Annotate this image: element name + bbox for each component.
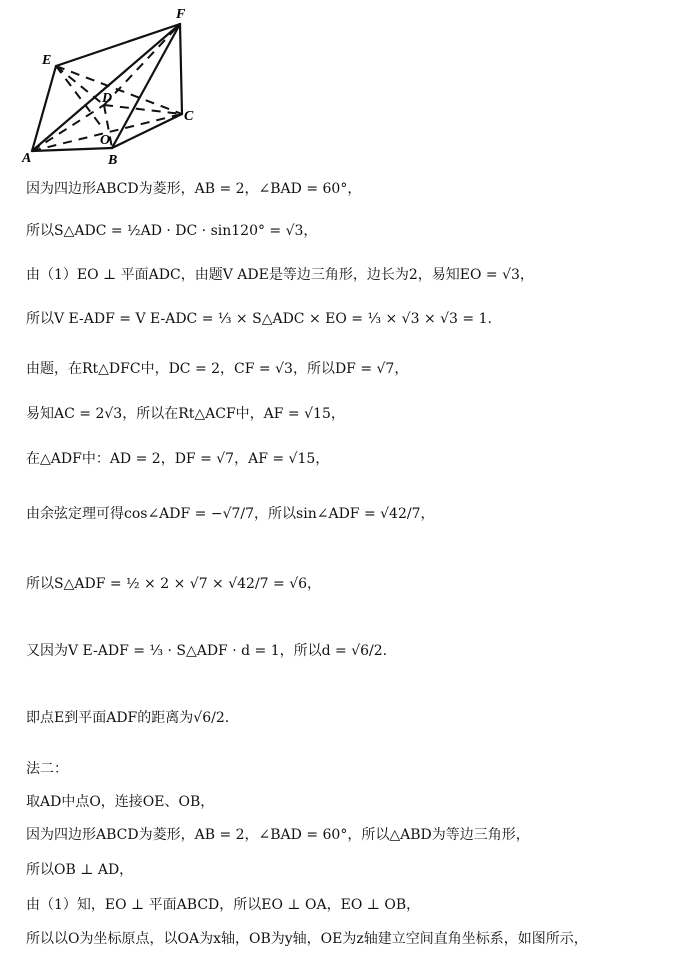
label-F: F bbox=[176, 7, 186, 22]
text-line: 所以S△ADF = ½ × 2 × √7 × √42/7 = √6， bbox=[26, 576, 322, 592]
text-line: 易知AC = 2√3，所以在Rt△ACF中，AF = √15， bbox=[26, 406, 345, 422]
edge-AF bbox=[32, 24, 180, 151]
edge-FC bbox=[180, 24, 182, 114]
text-line: 取AD中点O，连接OE、OB， bbox=[26, 794, 215, 810]
text-line: 所以S△ADC = ½AD · DC · sin120° = √3， bbox=[26, 223, 318, 239]
edge-AB bbox=[32, 148, 112, 151]
text-line: 又因为V E-ADF = ⅓ · S△ADF · d = 1，所以d = √6/2. bbox=[26, 643, 388, 659]
label-B: B bbox=[108, 153, 118, 168]
label-D: D bbox=[102, 91, 113, 106]
label-A: A bbox=[22, 151, 32, 166]
text-line: 由题，在Rt△DFC中，DC = 2，CF = √3，所以DF = √7， bbox=[26, 361, 409, 377]
label-E: E bbox=[42, 53, 52, 68]
text-line: 即点E到平面ADF的距离为√6/2. bbox=[26, 710, 230, 726]
label-C: C bbox=[184, 109, 194, 124]
text-line: 所以以O为坐标原点，以OA为x轴，OB为y轴，OE为z轴建立空间直角坐标系，如图所示， bbox=[26, 931, 588, 947]
text-line: 由（1）知，EO ⊥ 平面ABCD，所以EO ⊥ OA，EO ⊥ OB， bbox=[26, 897, 421, 913]
text-line: 因为四边形ABCD为菱形，AB = 2，∠BAD = 60°， bbox=[26, 181, 362, 197]
label-O: O bbox=[100, 133, 111, 148]
text-line: 所以OB ⊥ AD， bbox=[26, 862, 134, 878]
text-line: 因为四边形ABCD为菱形，AB = 2，∠BAD = 60°，所以△ABD为等边三角形， bbox=[26, 827, 530, 843]
text-line: 由余弦定理可得cos∠ADF = −√7/7，所以sin∠ADF = √42/7， bbox=[26, 506, 435, 522]
edge-DC bbox=[104, 105, 182, 114]
text-line: 在△ADF中：AD = 2，DF = √7，AF = √15， bbox=[26, 451, 330, 467]
text-line: 法二： bbox=[26, 761, 68, 777]
geometry-figure bbox=[20, 2, 230, 172]
text-line: 由（1）EO ⊥ 平面ADC，由题V ADE是等边三角形，边长为2，易知EO = √3， bbox=[26, 267, 534, 283]
text-line: 所以V E-ADF = V E-ADC = ⅓ × S△ADC × EO = ⅓ × √3 × √3 = 1. bbox=[26, 311, 492, 327]
